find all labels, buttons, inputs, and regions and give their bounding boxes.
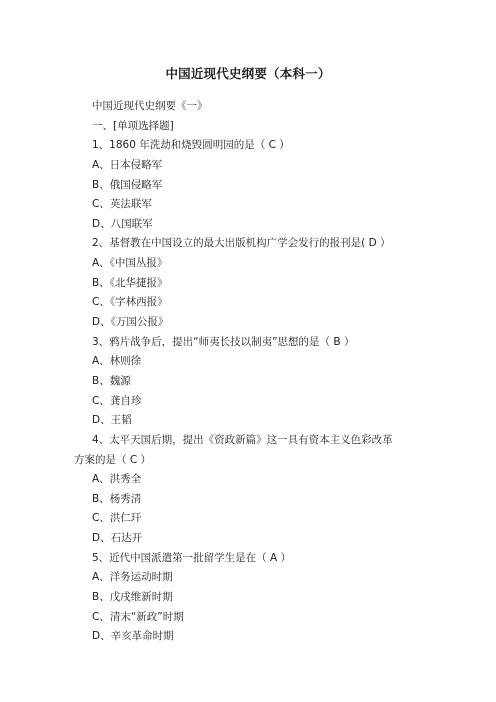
- option-b: B、魏源: [92, 374, 131, 387]
- option-d: D、王韬: [92, 414, 132, 427]
- document-body: [74, 97, 442, 647]
- question-2: 2、基督教在中国设立的最大出版机构广学会发行的报刊是( D ）: [92, 237, 391, 250]
- option-d: D、八国联军: [92, 217, 153, 230]
- option-d: D、辛亥革命时期: [92, 630, 174, 643]
- option-a: A、洪秀全: [92, 473, 142, 486]
- option-c: C、英法联军: [92, 198, 152, 211]
- option-a: A、日本侵略军: [92, 158, 163, 171]
- question-1: 1、1860 年洗劫和烧毁圆明园的是（ C ）: [92, 139, 290, 152]
- document-title: 中国近现代史纲要（本科一）: [165, 66, 331, 81]
- option-c: C、清末“新政”时期: [92, 610, 184, 623]
- option-a: A、《中国丛报》: [92, 257, 168, 270]
- section-heading: 一、[单项选择题]: [92, 119, 174, 132]
- option-d: D、石达开: [92, 532, 143, 545]
- option-d: D、《万国公报》: [92, 316, 169, 329]
- option-b: B、戊戌维新时期: [92, 591, 173, 604]
- option-a: A、洋务运动时期: [92, 571, 173, 584]
- option-a: A、林则徐: [92, 355, 142, 368]
- option-b: B、杨秀清: [92, 492, 142, 505]
- option-c: C、洪仁玕: [92, 512, 142, 525]
- question-4-continuation: 方案的是（ C ）: [74, 453, 152, 466]
- option-c: C、龚自珍: [92, 394, 142, 407]
- question-4: 4、太平天国后期，提出《资政新篇》这一具有资本主义色彩改革: [92, 433, 393, 446]
- question-5: 5、近代中国派遣第一批留学生是在（ A ）: [92, 551, 292, 564]
- option-b: B、俄国侵略军: [92, 178, 163, 191]
- question-3: 3、鸦片战争后，提出“师夷长技以制夷”思想的是（ B ）: [92, 335, 355, 348]
- option-b: B、《北华捷报》: [92, 276, 168, 289]
- option-c: C、《字林西报》: [92, 296, 168, 309]
- section-subtitle: 中国近现代史纲要《一》: [92, 100, 208, 112]
